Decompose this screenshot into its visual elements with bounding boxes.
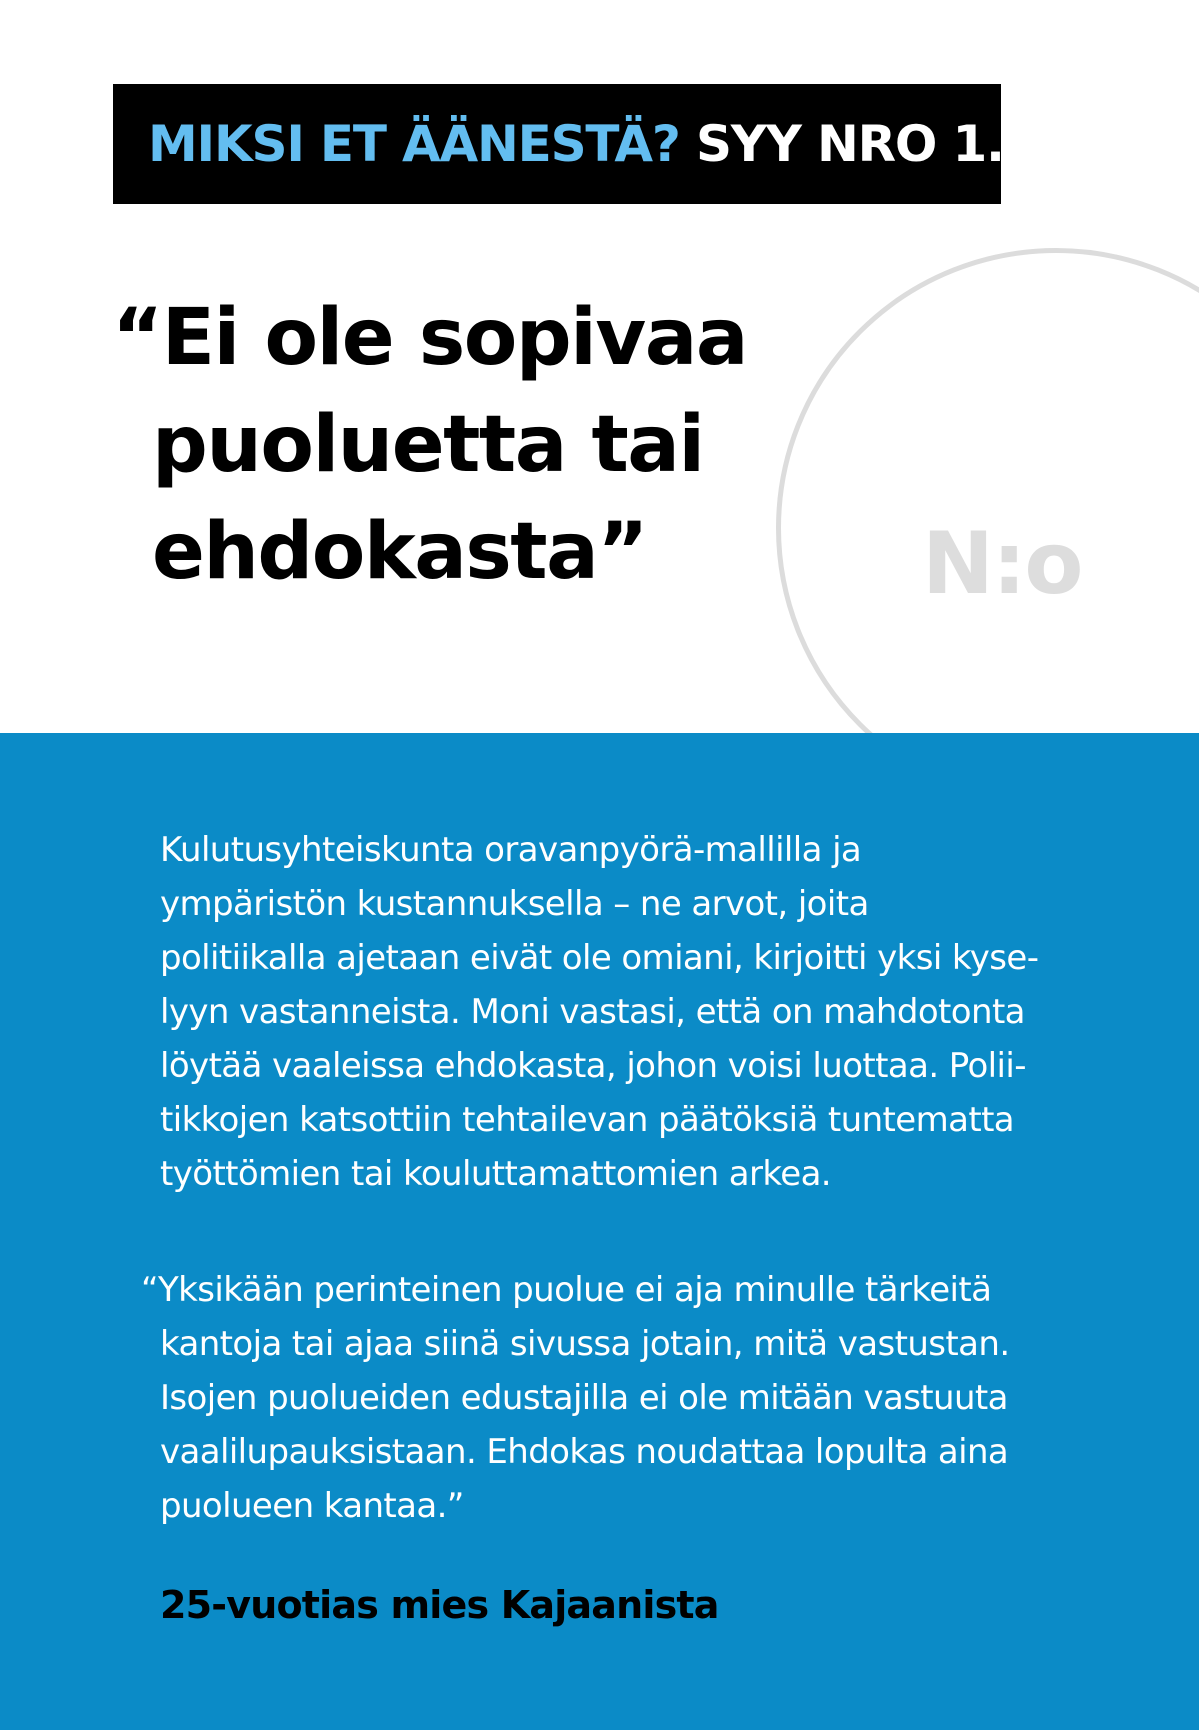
paragraph-line: lyyn vastanneista. Moni vastasi, että on mahdotonta xyxy=(160,992,1025,1032)
headline-line-3: ehdokasta” xyxy=(152,507,647,597)
quote-line: kantoja tai ajaa siinä sivussa jotain, mitä vastustan. xyxy=(160,1324,1010,1364)
quote-line: puolueen kantaa.” xyxy=(160,1486,464,1526)
respondent-quote xyxy=(141,1263,1120,1533)
headline-line-1: “Ei ole sopivaa xyxy=(112,293,748,383)
paragraph-line: ympäristön kustannuksella – ne arvot, joita xyxy=(160,884,869,924)
banner-reason: SYY NRO 1. xyxy=(695,115,1004,173)
number-badge: N:o xyxy=(922,514,1082,614)
paragraph-line: tikkojen katsottiin tehtailevan päätöksiä tuntematta xyxy=(160,1100,1015,1140)
headline-line-2: puoluetta tai xyxy=(152,400,704,490)
paragraph-line: politiikalla ajetaan eivät ole omiani, kirjoitti yksi kyse- xyxy=(160,938,1039,978)
quote-line: “Yksikään perinteinen puolue ei aja minulle tärkeitä xyxy=(141,1270,992,1310)
quote-attribution: 25-vuotias mies Kajaanista xyxy=(160,1583,719,1627)
top-section xyxy=(0,0,1199,733)
intro-paragraph xyxy=(160,823,1120,1201)
paragraph-line: Kulutusyhteiskunta oravanpyörä-mallilla ja xyxy=(160,830,862,870)
headline-quote xyxy=(112,285,772,606)
paragraph-line: työttömien tai kouluttamattomien arkea. xyxy=(160,1154,832,1194)
banner-text xyxy=(148,84,1004,204)
decorative-circle xyxy=(776,248,1199,733)
quote-line: Isojen puolueiden edustajilla ei ole mitään vastuuta xyxy=(160,1378,1008,1418)
body-section xyxy=(0,733,1199,1730)
title-banner xyxy=(113,84,1004,204)
banner-question: MIKSI ET ÄÄNESTÄ? xyxy=(148,115,680,173)
quote-line: vaalilupauksistaan. Ehdokas noudattaa lopulta aina xyxy=(160,1432,1009,1472)
paragraph-line: löytää vaaleissa ehdokasta, johon voisi luottaa. Polii- xyxy=(160,1046,1026,1086)
